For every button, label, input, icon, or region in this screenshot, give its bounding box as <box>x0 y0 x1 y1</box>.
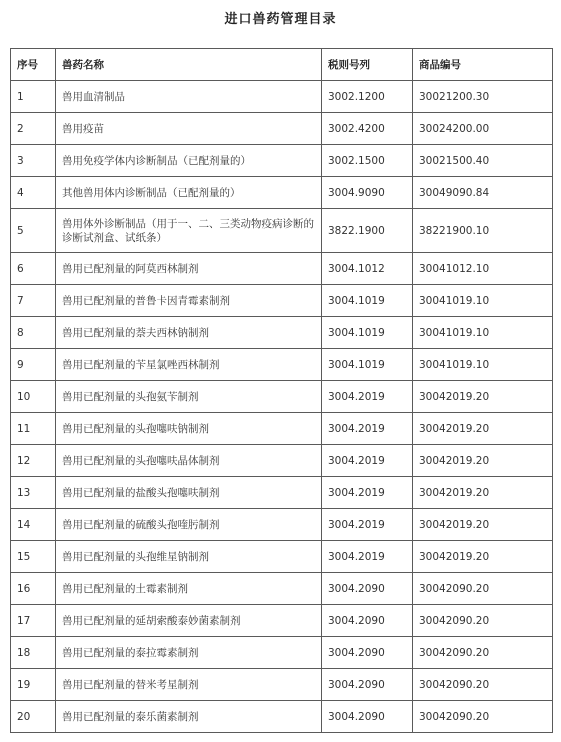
serial-number-cell: 13 <box>11 477 56 509</box>
commodity-code-cell: 30042019.20 <box>413 381 553 413</box>
table-row <box>11 669 553 701</box>
commodity-code-cell: 30042090.20 <box>413 701 553 733</box>
commodity-code-cell: 30041019.10 <box>413 349 553 381</box>
tariff-number-cell: 3004.2019 <box>322 509 413 541</box>
table-row <box>11 541 553 573</box>
table-row <box>11 637 553 669</box>
commodity-code-cell: 30041019.10 <box>413 285 553 317</box>
table-row <box>11 349 553 381</box>
table-body <box>11 81 553 733</box>
table-row <box>11 177 553 209</box>
drug-name-cell: 兽用已配剂量的替米考星制剂 <box>56 669 322 701</box>
serial-number-cell: 3 <box>11 145 56 177</box>
serial-number-cell: 10 <box>11 381 56 413</box>
drug-name-cell: 其他兽用体内诊断制品（已配剂量的） <box>56 177 322 209</box>
drug-name-cell: 兽用已配剂量的头孢氨苄制剂 <box>56 381 322 413</box>
table-row <box>11 477 553 509</box>
serial-number-cell: 14 <box>11 509 56 541</box>
serial-number-cell: 19 <box>11 669 56 701</box>
serial-number-cell: 20 <box>11 701 56 733</box>
table-row <box>11 113 553 145</box>
header-serial-number: 序号 <box>11 49 56 81</box>
tariff-number-cell: 3004.1019 <box>322 285 413 317</box>
tariff-number-cell: 3004.2019 <box>322 413 413 445</box>
drug-name-cell: 兽用已配剂量的盐酸头孢噻呋制剂 <box>56 477 322 509</box>
commodity-code-cell: 30021500.40 <box>413 145 553 177</box>
table-row <box>11 317 553 349</box>
tariff-number-cell: 3822.1900 <box>322 209 413 253</box>
serial-number-cell: 11 <box>11 413 56 445</box>
serial-number-cell: 7 <box>11 285 56 317</box>
tariff-number-cell: 3004.2090 <box>322 701 413 733</box>
commodity-code-cell: 30042019.20 <box>413 445 553 477</box>
serial-number-cell: 9 <box>11 349 56 381</box>
drug-name-cell: 兽用已配剂量的硫酸头孢喹肟制剂 <box>56 509 322 541</box>
commodity-code-cell: 30021200.30 <box>413 81 553 113</box>
tariff-number-cell: 3004.2019 <box>322 477 413 509</box>
commodity-code-cell: 30042090.20 <box>413 573 553 605</box>
serial-number-cell: 15 <box>11 541 56 573</box>
table-row <box>11 509 553 541</box>
tariff-number-cell: 3004.1019 <box>322 349 413 381</box>
header-tariff-number: 税则号列 <box>322 49 413 81</box>
drug-name-cell: 兽用已配剂量的土霉素制剂 <box>56 573 322 605</box>
commodity-code-cell: 30041019.10 <box>413 317 553 349</box>
commodity-code-cell: 30041012.10 <box>413 253 553 285</box>
drug-name-cell: 兽用免疫学体内诊断制品（已配剂量的） <box>56 145 322 177</box>
table-row <box>11 445 553 477</box>
table-row <box>11 285 553 317</box>
tariff-number-cell: 3004.2019 <box>322 541 413 573</box>
tariff-number-cell: 3002.4200 <box>322 113 413 145</box>
commodity-code-cell: 38221900.10 <box>413 209 553 253</box>
serial-number-cell: 17 <box>11 605 56 637</box>
drug-name-cell: 兽用已配剂量的苄星氯唑西林制剂 <box>56 349 322 381</box>
drug-name-cell: 兽用疫苗 <box>56 113 322 145</box>
tariff-number-cell: 3004.2090 <box>322 637 413 669</box>
commodity-code-cell: 30042090.20 <box>413 637 553 669</box>
serial-number-cell: 18 <box>11 637 56 669</box>
serial-number-cell: 12 <box>11 445 56 477</box>
serial-number-cell: 5 <box>11 209 56 253</box>
serial-number-cell: 4 <box>11 177 56 209</box>
commodity-code-cell: 30049090.84 <box>413 177 553 209</box>
commodity-code-cell: 30042019.20 <box>413 509 553 541</box>
table-row <box>11 81 553 113</box>
commodity-code-cell: 30042090.20 <box>413 605 553 637</box>
tariff-number-cell: 3004.2090 <box>322 669 413 701</box>
drug-name-cell: 兽用血清制品 <box>56 81 322 113</box>
tariff-number-cell: 3004.1019 <box>322 317 413 349</box>
serial-number-cell: 6 <box>11 253 56 285</box>
drug-name-cell: 兽用已配剂量的头孢噻呋晶体制剂 <box>56 445 322 477</box>
header-drug-name: 兽药名称 <box>56 49 322 81</box>
table-row <box>11 701 553 733</box>
header-commodity-code: 商品编号 <box>413 49 553 81</box>
serial-number-cell: 1 <box>11 81 56 113</box>
table-row <box>11 209 553 253</box>
drug-name-cell: 兽用体外诊断制品（用于一、二、三类动物疫病诊断的诊断试剂盒、试纸条） <box>56 209 322 253</box>
tariff-number-cell: 3002.1500 <box>322 145 413 177</box>
tariff-number-cell: 3004.2090 <box>322 605 413 637</box>
serial-number-cell: 16 <box>11 573 56 605</box>
commodity-code-cell: 30024200.00 <box>413 113 553 145</box>
commodity-code-cell: 30042019.20 <box>413 413 553 445</box>
serial-number-cell: 8 <box>11 317 56 349</box>
table-row <box>11 573 553 605</box>
commodity-code-cell: 30042090.20 <box>413 669 553 701</box>
veterinary-drug-catalog-table <box>10 48 553 733</box>
drug-name-cell: 兽用已配剂量的阿莫西林制剂 <box>56 253 322 285</box>
commodity-code-cell: 30042019.20 <box>413 541 553 573</box>
tariff-number-cell: 3004.9090 <box>322 177 413 209</box>
serial-number-cell: 2 <box>11 113 56 145</box>
tariff-number-cell: 3004.2090 <box>322 573 413 605</box>
table-row <box>11 253 553 285</box>
drug-name-cell: 兽用已配剂量的头孢噻呋钠制剂 <box>56 413 322 445</box>
tariff-number-cell: 3004.2019 <box>322 445 413 477</box>
table-row <box>11 413 553 445</box>
drug-name-cell: 兽用已配剂量的延胡索酸泰妙菌素制剂 <box>56 605 322 637</box>
drug-name-cell: 兽用已配剂量的头孢维星钠制剂 <box>56 541 322 573</box>
drug-name-cell: 兽用已配剂量的普鲁卡因青霉素制剂 <box>56 285 322 317</box>
tariff-number-cell: 3004.2019 <box>322 381 413 413</box>
drug-name-cell: 兽用已配剂量的泰拉霉素制剂 <box>56 637 322 669</box>
tariff-number-cell: 3004.1012 <box>322 253 413 285</box>
tariff-number-cell: 3002.1200 <box>322 81 413 113</box>
table-row <box>11 145 553 177</box>
drug-name-cell: 兽用已配剂量的泰乐菌素制剂 <box>56 701 322 733</box>
table-header-row <box>11 49 553 81</box>
drug-name-cell: 兽用已配剂量的萘夫西林钠制剂 <box>56 317 322 349</box>
commodity-code-cell: 30042019.20 <box>413 477 553 509</box>
table-row <box>11 381 553 413</box>
page-title: 进口兽药管理目录 <box>224 12 337 27</box>
table-row <box>11 605 553 637</box>
